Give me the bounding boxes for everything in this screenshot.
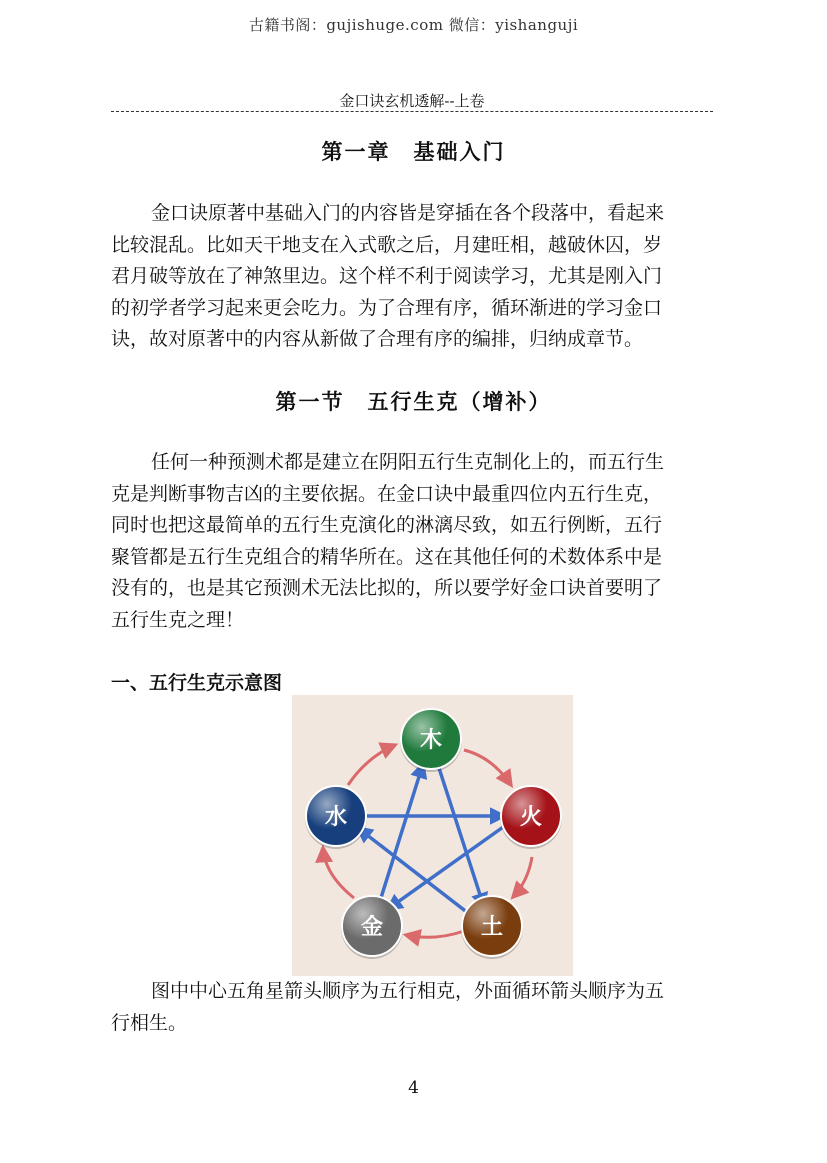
paragraph-line: 任何一种预测术都是建立在阴阳五行生克制化上的，而五行生 xyxy=(151,451,665,473)
paragraph-line: 君月破等放在了神煞里边。这个样不利于阅读学习，尤其是刚入门 xyxy=(111,265,663,287)
generating-arrow-metal-water xyxy=(323,848,354,898)
element-node-earth xyxy=(461,896,523,959)
paragraph-line: 同时也把这最简单的五行生克演化的淋漓尽致，如五行例断，五行 xyxy=(111,514,663,536)
earth-label: 土 xyxy=(480,915,504,940)
diagram-subheading: 一、五行生克示意图 xyxy=(111,672,283,694)
chapter-title: 第一章 基础入门 xyxy=(321,139,506,164)
generating-arrow-water-wood xyxy=(348,745,395,785)
diagram-caption xyxy=(111,976,713,1039)
five-elements-svg xyxy=(292,695,573,976)
paragraph-line: 五行生克之理！ xyxy=(111,608,245,631)
element-node-water xyxy=(305,786,367,849)
fire-label: 火 xyxy=(519,805,543,830)
watermark: 古籍书阁：gujishuge.com 微信：yishanguji xyxy=(248,16,579,34)
controlling-arrow-wood-earth xyxy=(438,765,484,907)
section-title: 第一节 五行生克（增补） xyxy=(275,389,552,414)
paragraph-line: 聚管都是五行生克组合的精华所在。这在其他任何的术数体系中是 xyxy=(111,545,663,568)
paragraph-line: 的初学者学习起来更会吃力。为了合理有序，循环渐进的学习金口 xyxy=(111,296,663,319)
paragraph-line: 图中中心五角星箭头顺序为五行相克，外面循环箭头顺序为五 xyxy=(151,980,665,1002)
page-number: 4 xyxy=(408,1078,419,1098)
paragraph-line: 克是判断事物吉凶的主要依据。在金口诀中最重四位内五行生克， xyxy=(111,482,663,505)
paragraph-line: 比较混乱。比如天干地支在入式歌之后，月建旺相，越破休囚，岁 xyxy=(111,233,663,256)
generating-arrow-fire-earth xyxy=(513,857,532,897)
paragraph-line: 诀，故对原著中的内容从新做了合理有序的编排，归纳成章节。 xyxy=(111,328,644,350)
paragraph-line: 没有的，也是其它预测术无法比拟的，所以要学好金口诀首要明了 xyxy=(111,577,663,599)
element-node-fire xyxy=(500,786,562,849)
element-node-metal xyxy=(341,896,403,959)
header-divider xyxy=(111,111,713,112)
running-title: 金口诀玄机透解--上卷 xyxy=(339,92,485,110)
water-label: 水 xyxy=(324,805,348,830)
paragraph-line: 行相生。 xyxy=(111,1011,188,1034)
paragraph-line: 金口诀原著中基础入门的内容皆是穿插在各个段落中，看起来 xyxy=(151,202,665,224)
generating-arrow-wood-fire xyxy=(464,750,511,785)
controlling-arrow-metal-wood xyxy=(380,764,423,901)
wood-label: 木 xyxy=(419,728,443,753)
section-body-paragraph xyxy=(111,447,713,636)
chapter-intro-paragraph xyxy=(111,198,713,356)
five-elements-diagram xyxy=(292,695,573,976)
generating-arrow-earth-metal xyxy=(406,931,464,937)
metal-label: 金 xyxy=(360,915,384,940)
element-node-wood xyxy=(400,709,462,772)
